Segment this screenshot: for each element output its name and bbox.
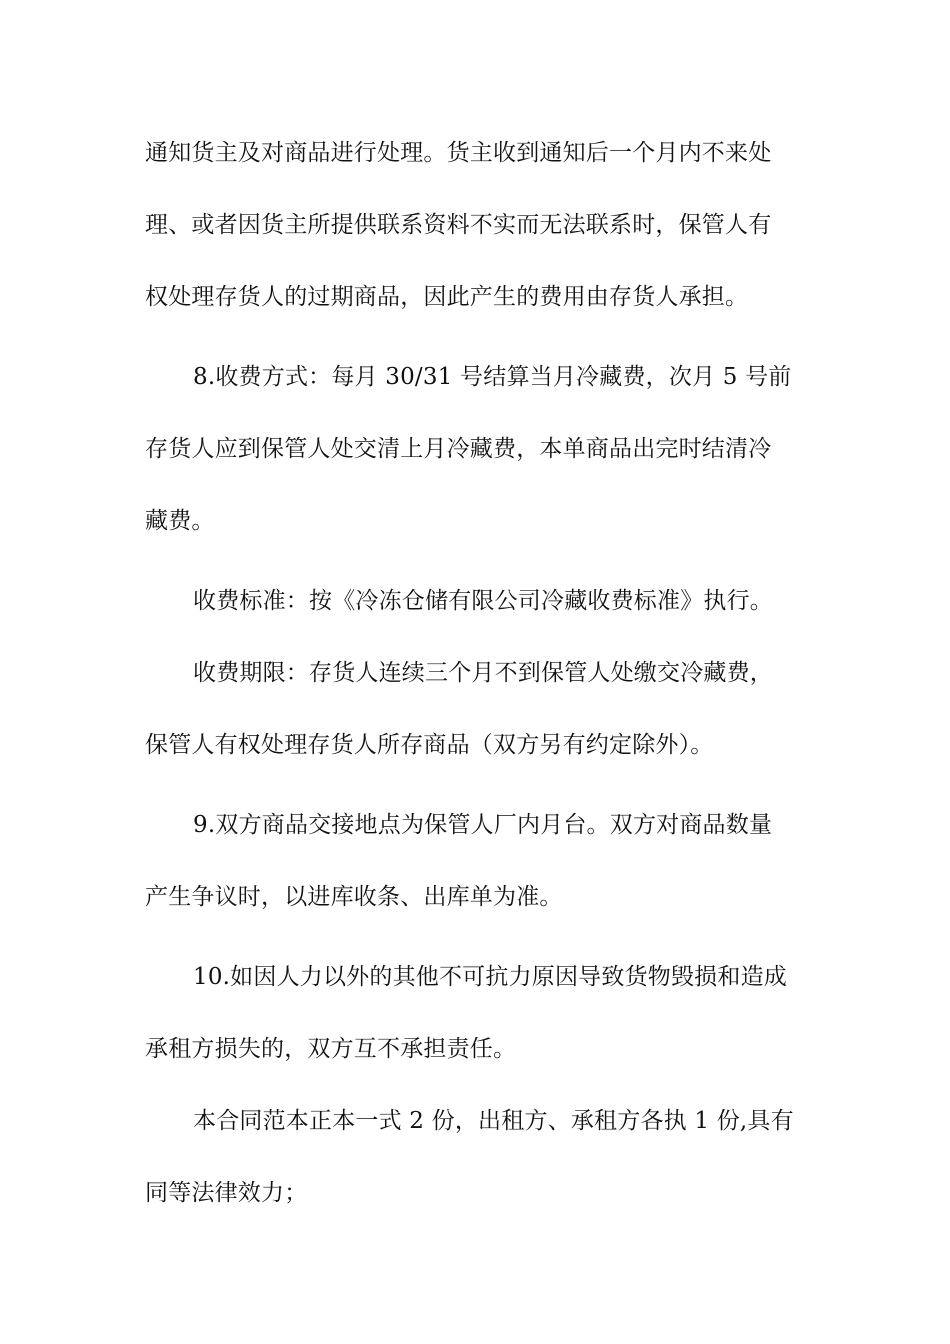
paragraph-line: 存货人应到保管人处交清上月冷藏费，本单商品出完时结清冷 (145, 436, 772, 462)
copies-clause-line: 本合同范本正本一式 2 份，出租方、承租方各执 1 份,具有 (193, 1108, 794, 1134)
paragraph-line: 权处理存货人的过期商品，因此产生的费用由存货人承担。 (145, 284, 749, 310)
paragraph-line: 藏费。 (145, 508, 215, 534)
clause-10-line: 10.如因人力以外的其他不可抗力原因导致货物毁损和造成 (193, 964, 787, 990)
clause-9-line: 9.双方商品交接地点为保管人厂内月台。双方对商品数量 (193, 812, 773, 838)
paragraph-line: 产生争议时，以进库收条、出库单为准。 (145, 884, 563, 910)
paragraph-line: 理、或者因货主所提供联系资料不实而无法联系时，保管人有 (145, 212, 772, 238)
paragraph-line: 通知货主及对商品进行处理。货主收到通知后一个月内不来处 (145, 140, 772, 166)
paragraph-line: 同等法律效力； (145, 1180, 308, 1206)
clause-8-line: 8.收费方式：每月 30/31 号结算当月冷藏费，次月 5 号前 (193, 364, 792, 390)
fee-deadline-line: 收费期限：存货人连续三个月不到保管人处缴交冷藏费， (193, 660, 773, 686)
paragraph-line: 承租方损失的，双方互不承担责任。 (145, 1036, 517, 1062)
paragraph-line: 保管人有权处理存货人所存商品（双方另有约定除外）。 (145, 732, 714, 758)
fee-standard-line: 收费标准：按《冷冻仓储有限公司冷藏收费标准》执行。 (193, 588, 773, 614)
